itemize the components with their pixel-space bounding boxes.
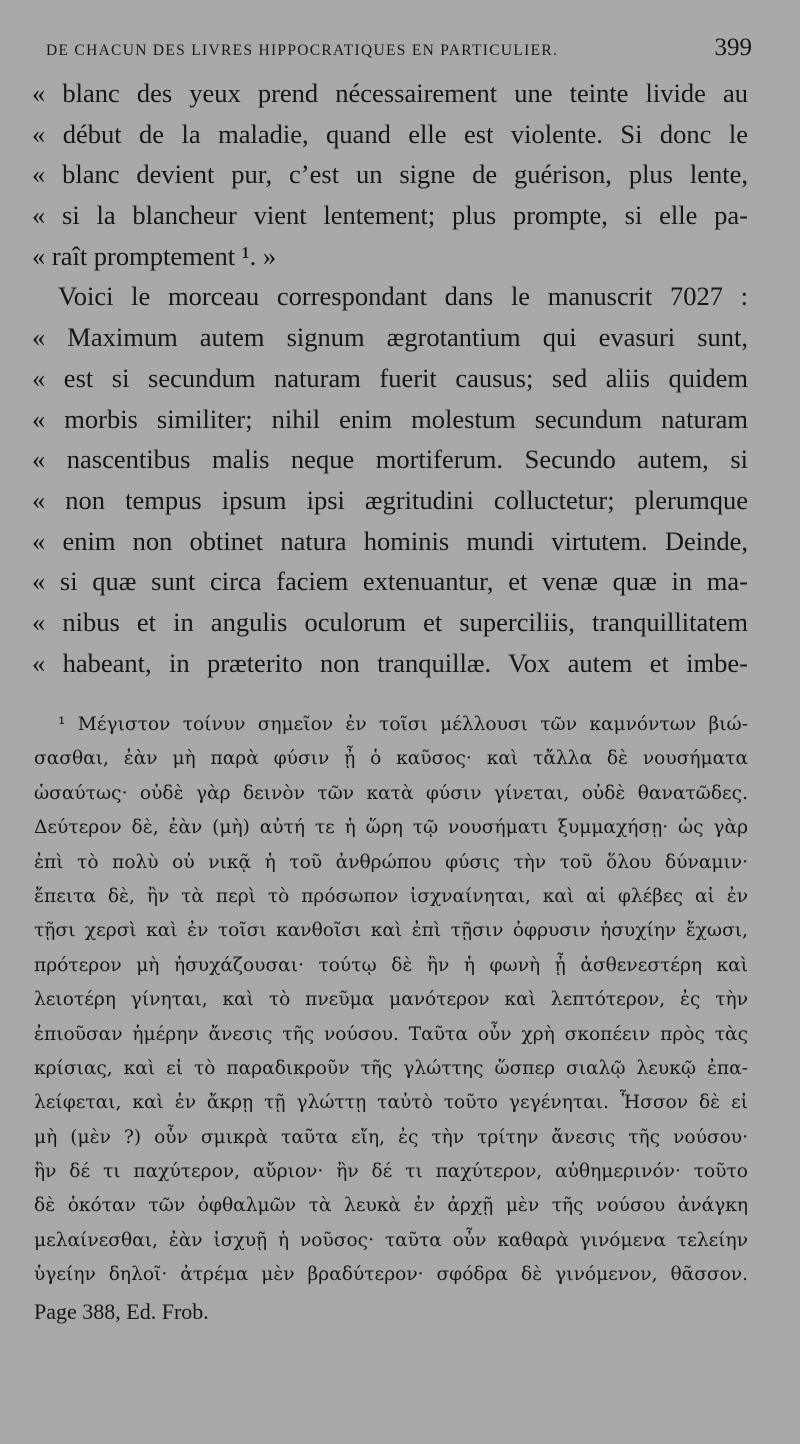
text-line: « morbis similiter; nihil enim molestum secundum naturam — [32, 403, 748, 434]
text-line: « début de la maladie, quand elle est violente. Si donc le — [32, 118, 748, 149]
footnote-line: Δεύτερον δὲ, ἐὰν (μὴ) αὐτή τε ἡ ὥρη τῷ νουσήματι ξυμμαχήσῃ· ὡς γὰρ — [34, 817, 748, 839]
text-line: « Maximum autem signum ægrotantium qui evasuri sunt, — [32, 322, 748, 353]
footnote-block — [34, 708, 748, 1331]
footnote-source: Page 388, Ed. Frob. — [34, 1298, 209, 1324]
page-header — [46, 34, 752, 70]
running-head: DE CHACUN DES LIVRES HIPPOCRATIQUES EN PARTICULIER. — [46, 42, 559, 59]
footnote-line: κρίσιας, καὶ εἰ τὸ παραδικροῦν τῆς γλώττης ὥσπερ σιαλῷ λευκῷ ἐπα- — [34, 1057, 748, 1079]
text-line: « non tempus ipsum ipsi ægritudini colluctetur; plerumque — [32, 484, 748, 515]
footnote-line: σασθαι, ἐὰν μὴ παρὰ φύσιν ᾖ ὁ καῦσος· καὶ τἄλλα δὲ νουσήματα — [34, 748, 748, 770]
main-text — [32, 73, 748, 683]
footnote-line: μὴ (μὲν ?) οὖν σμικρὰ ταῦτα εἴη, ἐς τὴν τρίτην ἄνεσις τῆς νούσου· — [34, 1126, 748, 1148]
text-line: « blanc devient pur, c’est un signe de guérison, plus lente, — [32, 159, 748, 190]
footnote-line: ¹ Μέγιστον τοίνυν σημεῖον ἐν τοῖσι μέλλουσι τῶν καμνόντων βιώ- — [58, 714, 748, 735]
footnote-line: ὡσαύτως· οὐδὲ γὰρ δεινὸν τῶν κατὰ φύσιν γίνεται, οὐδὲ θανατῶδες. — [34, 782, 748, 804]
footnote-line: μελαίνεσθαι, ἐὰν ἰσχυῇ ἡ νοῦσος· ταῦτα οὖν καθαρὰ γινόμενα τελείην — [34, 1229, 748, 1251]
footnote-line: ὑγείην δηλοῖ· ἀτρέμα μὲν βραδύτερον· σφόδρα δὲ γινόμενον, θᾶσσον. — [34, 1264, 748, 1286]
footnote-line: ἔπειτα δὲ, ἢν τὰ περὶ τὸ πρόσωπον ἰσχναίνηται, καὶ αἱ φλέβες αἱ ἐν — [34, 885, 748, 907]
text-line: « si la blancheur vient lentement; plus prompte, si elle pa- — [32, 200, 748, 231]
footnote-line: πρότερον μὴ ἡσυχάζουσαι· τούτῳ δὲ ἢν ἡ φωνὴ ᾖ ἀσθενεστέρη καὶ — [34, 954, 748, 976]
text-line: « nibus et in angulis oculorum et superciliis, tranquillitatem — [32, 606, 748, 637]
footnote-line: λείφεται, καὶ ἐν ἄκρῃ τῇ γλώττῃ ταὐτὸ τοῦτο γεγένηται. Ἧσσον δὲ εἰ — [34, 1092, 748, 1114]
text-line: « raît promptement ¹. » — [32, 240, 277, 271]
text-line: Voici le morceau correspondant dans le manuscrit 7027 : — [58, 281, 748, 312]
footnote-line: δὲ ὁκόταν τῶν ὀφθαλμῶν τὰ λευκὰ ἐν ἀρχῇ μὲν τῆς νούσου ἀνάγκη — [34, 1195, 748, 1217]
footnote-line: λειοτέρη γίνηται, καὶ τὸ πνεῦμα μανότερον καὶ λεπτότερον, ἐς τὴν — [34, 989, 748, 1011]
text-line: « habeant, in præterito non tranquillæ. Vox autem et imbe- — [32, 647, 748, 678]
footnote-line: ἢν δέ τι παχύτερον, αὔριον· ἢν δέ τι παχύτερον, αὐθημερινόν· τοῦτο — [34, 1161, 748, 1183]
text-line: « enim non obtinet natura hominis mundi virtutem. Deinde, — [32, 525, 748, 556]
footnote-line: ἐπὶ τὸ πολὺ οὐ νικᾷ ἡ τοῦ ἀνθρώπου φύσις τὴν τοῦ ὅλου δύναμιν· — [34, 851, 748, 873]
text-line: « blanc des yeux prend nécessairement une teinte livide au — [32, 78, 748, 108]
text-line: « si quæ sunt circa faciem extenuantur, et venæ quæ in ma- — [32, 566, 748, 597]
page-number: 399 — [714, 34, 752, 61]
text-line: « nascentibus malis neque mortiferum. Secundo autem, si — [32, 444, 748, 475]
footnote-line: τῇσι χερσὶ καὶ ἐν τοῖσι κανθοῖσι καὶ ἐπὶ τῇσιν ὀφρυσιν ἡσυχίην ἔχωσι, — [34, 920, 748, 942]
footnote-line: ἐπιοῦσαν ἡμέρην ἄνεσις τῆς νούσου. Ταῦτα οὖν χρὴ σκοπέειν πρὸς τὰς — [34, 1023, 748, 1045]
text-line: « est si secundum naturam fuerit causus; sed aliis quidem — [32, 362, 748, 393]
